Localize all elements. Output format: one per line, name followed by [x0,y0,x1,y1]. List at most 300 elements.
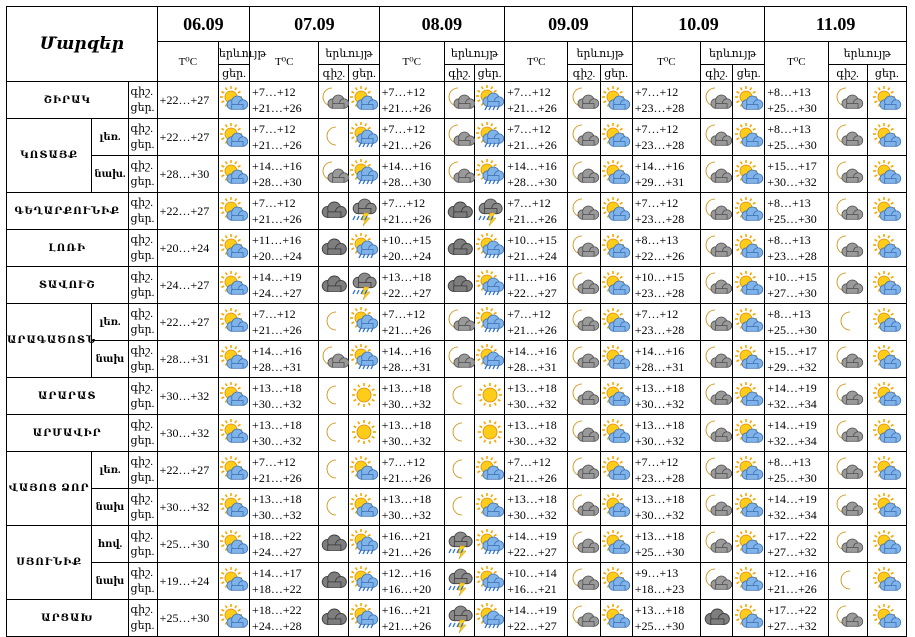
night-temp: +7…+12 [252,122,296,136]
night-temp: +7…+12 [381,196,426,210]
moon-cloud-icon [700,193,732,230]
cloud-icon [700,600,732,637]
night-temp: +7…+12 [507,122,551,136]
cloud-icon [319,526,349,563]
temp-cell: +19…+24 [157,563,218,600]
region-name: ՍՅՈՒՆԻՔ [7,526,92,600]
day-temp: +27…+32 [767,545,817,559]
temp-cell [505,230,568,267]
day-temp: +21…+26 [507,101,557,115]
night-row-label: գիշ. [130,456,153,468]
sun-cloud-icon [867,600,906,637]
day-temp: +30…+32 [767,175,817,189]
sun-cloud-rain-icon [349,304,379,341]
night-temp: +14…+16 [381,159,432,173]
cloud-icon [319,563,349,600]
night-row-label: գիշ. [130,382,153,394]
night-temp: +13…+18 [634,418,685,432]
sun-cloud-icon [600,156,632,193]
thunderstorm-icon [444,563,474,600]
sun-cloud-icon [867,304,906,341]
weather-col-header: երևույթ [828,42,907,65]
temp-cell [632,267,700,304]
temp-col-header: T⁰C [250,42,319,82]
temp-cell [632,82,700,119]
night-temp: +7…+12 [252,196,296,210]
night-temp: +7…+12 [252,307,296,321]
sun-cloud-icon [867,341,906,378]
moon-cloud-icon [828,415,867,452]
sun-icon [349,378,379,415]
temp-cell [250,489,319,526]
night-temp: +7…+12 [634,307,679,321]
day-temp: +30…+32 [634,508,685,522]
row-labels [128,378,157,415]
night-temp: +7…+12 [507,196,551,210]
moon-cloud-icon [700,156,732,193]
day-temp: +16…+20 [381,582,432,596]
row-labels [128,600,157,637]
moon-icon [319,489,349,526]
sun-cloud-icon [600,600,632,637]
night-temp: +18…+22 [252,529,302,543]
temp-cell: +30…+32 [157,378,218,415]
sun-cloud-icon [218,267,249,304]
moon-cloud-icon [568,304,600,341]
day-row-label: ցեր. [130,287,155,299]
night-temp: +13…+18 [381,381,432,395]
thunderstorm-icon [444,526,474,563]
temp-cell [505,193,568,230]
region-name: ՏԱՎՈՒՇ [7,267,129,304]
night-temp: +7…+12 [381,85,426,99]
moon-cloud-icon [444,119,474,156]
moon-cloud-icon [568,489,600,526]
sun-cloud-rain-icon [349,526,379,563]
temp-cell: +30…+32 [157,415,218,452]
sun-cloud-rain-icon [475,267,505,304]
night-temp: +8…+13 [767,455,811,469]
temp-cell [379,82,444,119]
sun-cloud-icon [218,526,249,563]
sun-cloud-rain-icon [475,526,505,563]
moon-cloud-icon [828,378,867,415]
sun-cloud-icon [600,378,632,415]
temp-cell [379,341,444,378]
day-row-label: ցեր. [130,139,155,151]
moon-icon [444,452,474,489]
row-labels [128,156,157,193]
moon-cloud-icon [828,341,867,378]
cloud-icon [444,267,474,304]
night-temp: +14…+16 [252,159,302,173]
sun-cloud-icon [600,267,632,304]
temp-cell [765,600,828,637]
night-temp: +14…+16 [252,344,302,358]
day-temp: +25…+30 [767,101,817,115]
temp-cell [379,489,444,526]
cloud-icon [319,193,349,230]
region-row [7,304,907,341]
moon-icon [319,378,349,415]
night-temp: +11…+16 [252,233,302,247]
day-temp: +30…+32 [634,434,685,448]
day-temp: +18…+22 [252,582,302,596]
night-temp: +8…+13 [767,196,811,210]
day-temp: +25…+30 [767,212,817,226]
day-row-label: ցեր. [130,472,155,484]
temp-cell [379,267,444,304]
temp-cell [632,415,700,452]
sun-cloud-icon [867,378,906,415]
row-labels [128,267,157,304]
moon-cloud-icon [319,82,349,119]
day-temp: +21…+26 [381,545,432,559]
day-col-header: ցեր. [600,65,632,82]
sun-cloud-icon [349,489,379,526]
night-temp: +7…+12 [634,196,679,210]
moon-cloud-icon [568,452,600,489]
sun-cloud-rain-icon [349,341,379,378]
row-labels [128,489,157,526]
region-row [7,230,907,267]
temp-cell [632,230,700,267]
day-temp: +25…+30 [767,471,817,485]
cloud-icon [319,600,349,637]
day-col-header: ցեր. [475,65,505,82]
sun-cloud-icon [867,415,906,452]
day-temp: +21…+26 [767,582,817,596]
region-row [7,119,907,156]
temp-cell [765,415,828,452]
night-temp: +10…+15 [507,233,557,247]
night-temp: +13…+18 [507,418,557,432]
sun-cloud-icon [733,267,765,304]
temp-cell [505,341,568,378]
night-temp: +7…+12 [634,455,679,469]
temp-col-header: T⁰C [157,42,218,82]
moon-cloud-icon [828,119,867,156]
thunderstorm-icon [349,267,379,304]
night-row-label: գիշ. [130,160,153,172]
temp-cell: +28…+30 [157,156,218,193]
moon-cloud-icon [568,341,600,378]
sun-cloud-icon [733,156,765,193]
cloud-icon [319,267,349,304]
moon-cloud-icon [568,600,600,637]
sun-cloud-icon [475,452,505,489]
temp-cell [505,119,568,156]
thunderstorm-icon [444,600,474,637]
sun-cloud-rain-icon [349,563,379,600]
night-row-label: գիշ. [130,530,153,542]
temp-cell [632,600,700,637]
day-col-header: ցեր. [218,65,249,82]
night-row-label: գիշ. [130,345,153,357]
day-temp: +32…+34 [767,434,817,448]
night-temp: +15…+17 [767,159,817,173]
day-temp: +30…+32 [252,397,302,411]
night-temp: +7…+12 [634,122,679,136]
night-row-label: գիշ. [130,86,153,98]
moon-cloud-icon [828,526,867,563]
temp-cell [250,119,319,156]
sun-cloud-icon [600,341,632,378]
region-name: ԱՐՄԱՎԻՐ [7,415,129,452]
night-temp: +7…+12 [507,85,551,99]
sun-cloud-icon [218,156,249,193]
sun-cloud-icon [600,304,632,341]
temp-cell [250,156,319,193]
night-temp: +15…+17 [767,344,817,358]
temp-cell [379,156,444,193]
zone-name: նախ [92,489,128,526]
day-row-label: ցեր. [130,361,155,373]
sun-cloud-icon [867,489,906,526]
night-temp: +8…+13 [767,233,811,247]
day-temp: +22…+27 [507,619,557,633]
sun-cloud-icon [867,156,906,193]
date-header: 07.09 [250,7,380,42]
day-temp: +21…+26 [507,471,557,485]
sun-cloud-icon [733,489,765,526]
day-temp: +21…+26 [381,619,432,633]
temp-cell: +20…+24 [157,230,218,267]
day-temp: +27…+30 [767,286,817,300]
moon-cloud-icon [700,452,732,489]
temp-cell [765,82,828,119]
night-temp: +12…+16 [381,566,432,580]
sun-cloud-icon [867,452,906,489]
temp-cell [505,600,568,637]
night-temp: +17…+22 [767,603,817,617]
day-temp: +30…+32 [252,508,302,522]
sun-cloud-icon [733,304,765,341]
region-name: ԿՈՏԱՅՔ [7,119,92,193]
night-temp: +10…+15 [634,270,685,284]
night-temp: +10…+14 [507,566,557,580]
sun-cloud-rain-icon [475,230,505,267]
day-temp: +18…+23 [634,582,685,596]
night-row-label: գիշ. [130,234,153,246]
night-row-label: գիշ. [130,197,153,209]
day-temp: +29…+31 [634,175,685,189]
temp-cell [505,82,568,119]
sun-cloud-icon [867,82,906,119]
sun-cloud-icon [733,193,765,230]
night-temp: +13…+18 [252,381,302,395]
sun-cloud-icon [218,600,249,637]
day-temp: +30…+32 [381,434,432,448]
temp-cell [765,230,828,267]
forecast-body [7,7,907,637]
sun-cloud-icon [218,230,249,267]
zone-name: լեռ. [92,304,128,341]
night-temp: +13…+18 [634,603,685,617]
day-temp: +21…+24 [507,249,557,263]
night-row-label: գիշ. [130,123,153,135]
region-name: ԱՐՑԱԽ [7,600,129,637]
day-temp: +30…+32 [381,397,432,411]
moon-cloud-icon [568,119,600,156]
moon-cloud-icon [568,193,600,230]
sun-cloud-icon [218,119,249,156]
sun-cloud-icon [218,304,249,341]
day-temp: +20…+24 [252,249,302,263]
night-temp: +13…+18 [507,381,557,395]
night-temp: +7…+12 [381,455,426,469]
temp-cell: +22…+27 [157,119,218,156]
moon-cloud-icon [828,452,867,489]
row-labels [128,526,157,563]
night-col-header: գիշ. [568,65,600,82]
night-temp: +7…+12 [507,455,551,469]
moon-cloud-icon [828,600,867,637]
sun-cloud-icon [600,563,632,600]
day-temp: +25…+30 [634,619,685,633]
region-name: ԱՐԱԳԱԾՈՏՆ [7,304,92,378]
moon-cloud-icon [568,415,600,452]
temp-cell [250,600,319,637]
region-row [7,193,907,230]
day-temp: +21…+26 [252,471,302,485]
day-row-label: ցեր. [130,102,155,114]
day-temp: +21…+26 [252,138,302,152]
region-name: ԼՈՌԻ [7,230,129,267]
region-name: ԳԵՂԱՐՔՈՒՆԻՔ [7,193,129,230]
day-temp: +25…+30 [767,323,817,337]
day-temp: +21…+26 [252,212,302,226]
temp-col-header: T⁰C [765,42,828,82]
night-temp: +9…+13 [634,566,679,580]
sun-cloud-rain-icon [349,156,379,193]
sun-cloud-icon [218,415,249,452]
day-temp: +21…+26 [252,323,302,337]
night-temp: +14…+19 [767,492,817,506]
moon-cloud-icon [828,230,867,267]
moon-cloud-icon [319,156,349,193]
moon-cloud-icon [700,563,732,600]
moon-cloud-icon [444,304,474,341]
sun-cloud-icon [867,193,906,230]
temp-cell [505,563,568,600]
moon-cloud-icon [568,378,600,415]
day-temp: +21…+26 [381,323,432,337]
day-temp: +28…+31 [507,360,557,374]
moon-cloud-icon [828,489,867,526]
row-labels [128,341,157,378]
temp-cell [379,415,444,452]
night-temp: +18…+22 [252,603,302,617]
temp-cell [632,341,700,378]
night-temp: +14…+17 [252,566,302,580]
date-header: 11.09 [765,7,907,42]
moon-cloud-icon [828,156,867,193]
night-row-label: գիշ. [130,419,153,431]
temp-cell: +22…+27 [157,193,218,230]
temp-cell [505,415,568,452]
cloud-icon [444,230,474,267]
temp-cell [765,156,828,193]
day-temp: +23…+28 [634,138,685,152]
sun-cloud-icon [867,267,906,304]
moon-cloud-icon [568,526,600,563]
night-temp: +8…+13 [767,85,811,99]
temp-cell [765,119,828,156]
night-temp: +14…+19 [767,418,817,432]
temp-cell [250,415,319,452]
day-temp: +30…+32 [252,434,302,448]
region-row [7,156,907,193]
sun-cloud-icon [218,378,249,415]
region-name: ԱՐԱՐԱՏ [7,378,129,415]
night-temp: +14…+16 [381,344,432,358]
temp-cell [379,600,444,637]
temp-cell [379,230,444,267]
moon-icon [319,304,349,341]
night-row-label: գիշ. [130,493,153,505]
region-name: ՇԻՐԱԿ [7,82,129,119]
day-row-label: ցեր. [130,324,155,336]
sun-cloud-icon [600,452,632,489]
moon-icon [828,563,867,600]
row-labels [128,563,157,600]
sun-cloud-rain-icon [475,600,505,637]
temp-cell [765,563,828,600]
day-temp: +23…+28 [634,212,685,226]
temp-cell [765,341,828,378]
night-temp: +11…+16 [507,270,557,284]
region-row [7,600,907,637]
day-temp: +28…+31 [381,360,432,374]
night-temp: +14…+19 [507,529,557,543]
temp-cell [250,82,319,119]
temp-cell [765,452,828,489]
header-row-dates [7,7,907,42]
row-labels [128,82,157,119]
sun-cloud-icon [600,415,632,452]
sun-cloud-icon [733,600,765,637]
night-temp: +17…+22 [767,529,817,543]
moon-cloud-icon [568,563,600,600]
night-temp: +14…+16 [507,159,557,173]
sun-cloud-icon [218,193,249,230]
day-temp: +32…+34 [767,397,817,411]
region-row [7,341,907,378]
row-labels [128,415,157,452]
cloud-icon [319,230,349,267]
region-row [7,82,907,119]
night-temp: +13…+18 [381,492,432,506]
day-temp: +25…+30 [767,138,817,152]
temp-cell [250,378,319,415]
day-temp: +23…+28 [634,286,685,300]
sun-cloud-icon [600,230,632,267]
day-temp: +23…+28 [767,249,817,263]
sun-cloud-icon [733,119,765,156]
temp-cell [250,230,319,267]
night-temp: +16…+21 [381,529,432,543]
temp-col-header: T⁰C [632,42,700,82]
temp-cell [765,193,828,230]
night-temp: +7…+12 [381,122,426,136]
weather-col-header: երևույթ [568,42,632,65]
day-temp: +24…+27 [252,286,302,300]
temp-cell [505,267,568,304]
sun-cloud-icon [600,119,632,156]
day-temp: +21…+26 [381,212,432,226]
day-col-header: ցեր. [867,65,906,82]
